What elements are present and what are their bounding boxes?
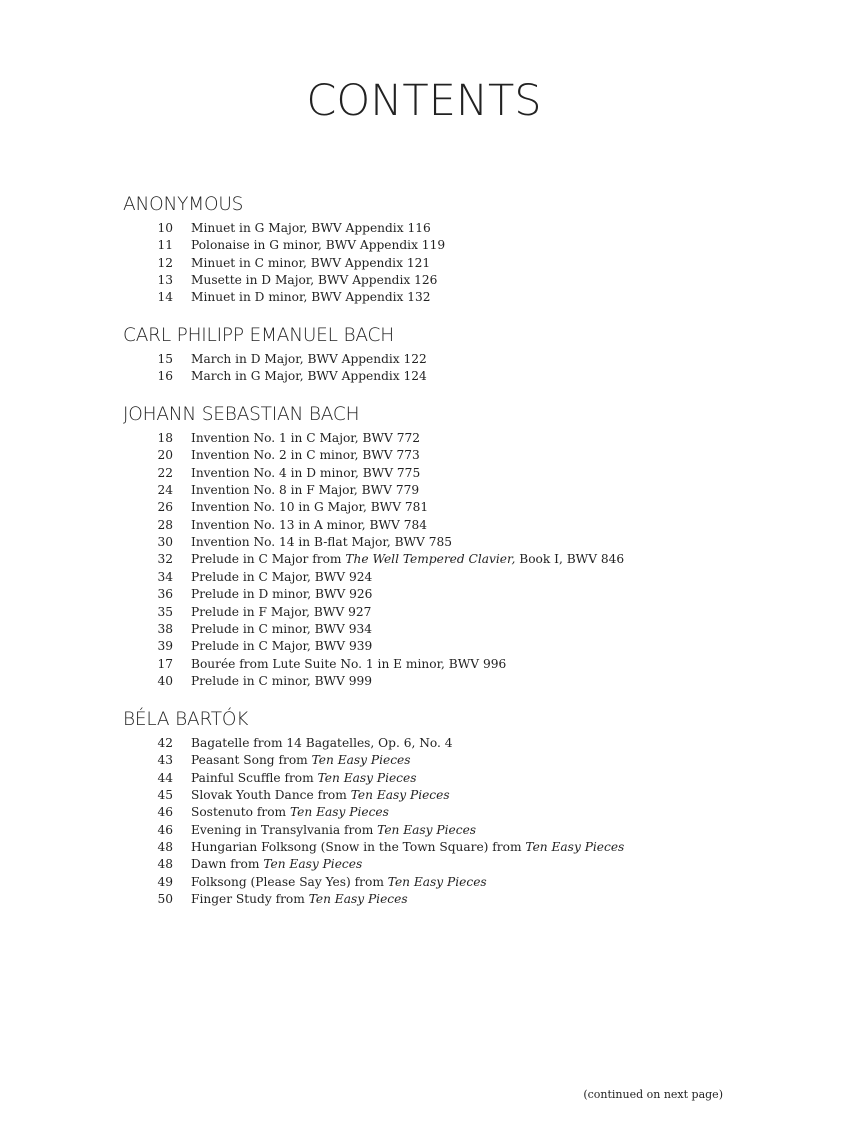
piece-title — [191, 256, 430, 270]
page-number: 16 — [157, 369, 173, 384]
piece-title — [191, 788, 450, 802]
page-number: 13 — [157, 273, 173, 288]
piece-title-text: Prelude in C minor, BWV 934 — [191, 621, 372, 636]
source-collection: Ten Easy Pieces — [311, 753, 411, 768]
piece-title — [191, 552, 624, 566]
piece-title-text: Invention No. 14 in B-flat Major, BWV 785 — [191, 535, 452, 550]
piece-title — [191, 840, 624, 854]
page-number: 49 — [157, 874, 173, 889]
piece-title — [191, 892, 408, 906]
continued-note: (continued on next page) — [583, 1088, 723, 1101]
page-number: 26 — [157, 500, 173, 515]
source-collection: Ten Easy Pieces — [317, 770, 417, 785]
piece-title — [191, 535, 452, 549]
piece-title-text: Invention No. 2 in C minor, BWV 773 — [191, 448, 420, 463]
piece-title — [191, 823, 476, 837]
piece-title-text: Minuet in G Major, BWV Appendix 116 — [191, 221, 431, 235]
page-number: 11 — [157, 238, 173, 253]
piece-title-text: Invention No. 1 in C Major, BWV 772 — [191, 431, 420, 445]
piece-title — [191, 657, 506, 671]
piece-title-text: Prelude in C minor, BWV 999 — [191, 673, 372, 688]
piece-title-text: Minuet in C minor, BWV Appendix 121 — [191, 255, 431, 270]
piece-title — [191, 466, 420, 480]
page-number: 46 — [157, 805, 173, 820]
piece-title — [191, 857, 362, 871]
composer-heading: ANONYMOUS — [123, 194, 244, 215]
piece-title-suffix: Book I, BWV 846 — [515, 552, 625, 567]
piece-title-text: Painful Scuffle from — [191, 770, 318, 785]
piece-title-text: Invention No. 4 in D minor, BWV 775 — [191, 465, 421, 480]
piece-title-text: Minuet in D minor, BWV Appendix 132 — [191, 290, 431, 305]
piece-title-text: Invention No. 8 in F Major, BWV 779 — [191, 483, 420, 498]
piece-title — [191, 518, 427, 532]
page-number: 50 — [157, 892, 173, 907]
piece-title-text: Musette in D Major, BWV Appendix 126 — [191, 273, 438, 288]
piece-title-text: March in D Major, BWV Appendix 122 — [191, 352, 427, 366]
source-collection: Ten Easy Pieces — [525, 840, 625, 855]
piece-title — [191, 753, 411, 767]
page-number: 24 — [157, 483, 173, 498]
piece-title — [191, 273, 437, 287]
piece-title-text: Sostenuto from — [191, 805, 290, 820]
piece-title — [191, 352, 427, 366]
page-number: 48 — [157, 857, 173, 872]
piece-title-text: Prelude in C Major, BWV 939 — [191, 639, 373, 654]
piece-title — [191, 771, 416, 785]
source-collection: The Well Tempered Clavier, — [345, 552, 516, 567]
page-title: CONTENTS — [306, 76, 542, 126]
page-number: 36 — [157, 587, 173, 602]
page-number: 40 — [157, 673, 173, 688]
page-number: 46 — [157, 822, 173, 837]
piece-title — [191, 238, 445, 252]
piece-title-text: Prelude in D minor, BWV 926 — [191, 587, 373, 602]
piece-title-text: Prelude in F Major, BWV 927 — [191, 604, 372, 619]
piece-title-text: Finger Study from — [191, 892, 309, 907]
page-number: 34 — [157, 569, 173, 584]
piece-title — [191, 605, 371, 619]
piece-title — [191, 570, 372, 584]
piece-title-text: Peasant Song from — [191, 753, 312, 768]
piece-title — [191, 587, 372, 601]
page-number: 42 — [157, 736, 173, 750]
piece-title — [191, 483, 419, 497]
piece-title-text: Invention No. 10 in G Major, BWV 781 — [191, 500, 429, 515]
page-number: 15 — [157, 352, 173, 366]
page-number: 48 — [157, 840, 173, 855]
piece-title — [191, 369, 427, 383]
piece-title — [191, 674, 372, 688]
page-number: 22 — [157, 465, 173, 480]
piece-title — [191, 500, 428, 514]
source-collection: Ten Easy Pieces — [387, 874, 487, 889]
piece-title — [191, 736, 453, 750]
piece-title-text: March in G Major, BWV Appendix 124 — [191, 369, 427, 384]
page-number: 43 — [157, 753, 173, 768]
page-number: 28 — [157, 517, 173, 532]
page-number: 44 — [157, 770, 173, 785]
page-number: 39 — [157, 639, 173, 654]
piece-title — [191, 805, 389, 819]
piece-title-text: Bagatelle from 14 Bagatelles, Op. 6, No. 4 — [191, 736, 453, 750]
piece-title-text: Dawn from — [191, 857, 264, 872]
source-collection: Ten Easy Pieces — [263, 857, 363, 872]
piece-title-text: Polonaise in G minor, BWV Appendix 119 — [191, 238, 446, 253]
piece-title — [191, 431, 420, 445]
composer-heading: CARL PHILIPP EMANUEL BACH — [123, 325, 394, 346]
piece-title — [191, 221, 431, 235]
composer-heading: BÉLA BARTÓK — [123, 709, 249, 730]
piece-title-text: Invention No. 13 in A minor, BWV 784 — [191, 517, 427, 532]
page-number: 10 — [157, 221, 173, 235]
page-number: 12 — [157, 255, 173, 270]
page-number: 45 — [157, 788, 173, 803]
piece-title — [191, 875, 487, 889]
piece-title — [191, 622, 372, 636]
page-number: 32 — [157, 552, 173, 567]
piece-title-text: Hungarian Folksong (Snow in the Town Square) from — [191, 840, 526, 855]
piece-title-text: Prelude in C Major from — [191, 552, 346, 567]
source-collection: Ten Easy Pieces — [350, 788, 450, 803]
page-number: 30 — [157, 535, 173, 550]
composer-heading: JOHANN SEBASTIAN BACH — [123, 404, 360, 425]
page-number: 20 — [157, 448, 173, 463]
source-collection: Ten Easy Pieces — [289, 805, 389, 820]
piece-title — [191, 290, 431, 304]
piece-title-text: Bourée from Lute Suite No. 1 in E minor, BWV 996 — [191, 656, 507, 671]
page-number: 14 — [157, 290, 173, 305]
source-collection: Ten Easy Pieces — [308, 892, 408, 907]
piece-title-text: Folksong (Please Say Yes) from — [191, 874, 388, 889]
piece-title-text: Prelude in C Major, BWV 924 — [191, 569, 373, 584]
page-number: 18 — [157, 431, 173, 445]
page-number: 17 — [157, 656, 173, 671]
source-collection: Ten Easy Pieces — [377, 822, 477, 837]
piece-title-text: Evening in Transylvania from — [191, 822, 378, 837]
page-number: 38 — [157, 621, 173, 636]
piece-title-text: Slovak Youth Dance from — [191, 788, 351, 803]
piece-title — [191, 448, 420, 462]
page-number: 35 — [157, 604, 173, 619]
piece-title — [191, 639, 372, 653]
